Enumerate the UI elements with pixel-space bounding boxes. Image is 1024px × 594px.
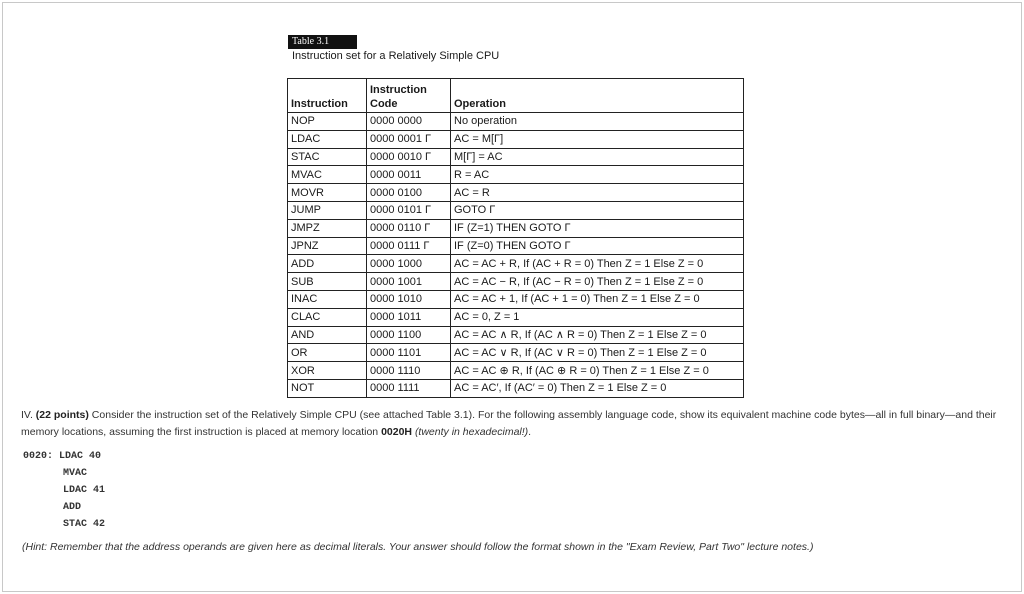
cell-instruction: SUB	[288, 273, 367, 291]
header-instruction-code	[367, 79, 451, 113]
cell-instruction-code: 0000 1111	[367, 379, 451, 397]
cell-instruction-code: 0000 0010 Γ	[367, 148, 451, 166]
cell-instruction-code: 0000 0001 Γ	[367, 130, 451, 148]
table-row	[288, 308, 744, 326]
code-instruction: STAC 42	[63, 519, 106, 530]
cell-instruction-code: 0000 0111 Γ	[367, 237, 451, 255]
cell-instruction-code: 0000 1011	[367, 308, 451, 326]
code-instruction: LDAC 40	[59, 451, 102, 462]
table-row	[288, 148, 744, 166]
code-instruction: ADD	[63, 502, 82, 513]
cell-instruction: AND	[288, 326, 367, 344]
question-number: IV.	[21, 409, 33, 421]
table-row	[288, 290, 744, 308]
question-body: Consider the instruction set of the Relatively Simple CPU (see attached Table 3.1). For the following assembly language code, show its equivalent machine code bytes—all in full binary—and their memory locations, assuming the first instruction is placed at memory location	[21, 409, 997, 438]
code-instruction: MVAC	[63, 468, 88, 479]
cell-operation: AC = AC ⊕ R, If (AC ⊕ R = 0) Then Z = 1 Else Z = 0	[451, 362, 744, 380]
header-instruction: Instruction	[288, 79, 367, 113]
table-row	[288, 166, 744, 184]
code-line	[23, 499, 105, 516]
cell-operation: AC = R	[451, 184, 744, 202]
cell-instruction: XOR	[288, 362, 367, 380]
cell-instruction-code: 0000 1100	[367, 326, 451, 344]
code-line	[23, 516, 105, 533]
cell-instruction-code: 0000 1001	[367, 273, 451, 291]
header-code-text: Instruction Code	[370, 84, 427, 110]
cell-operation: GOTO Γ	[451, 201, 744, 219]
cell-operation: AC = AC′, If (AC′ = 0) Then Z = 1 Else Z = 0	[451, 379, 744, 397]
table-row	[288, 184, 744, 202]
cell-instruction: MVAC	[288, 166, 367, 184]
cell-operation: AC = AC − R, If (AC − R = 0) Then Z = 1 Else Z = 0	[451, 273, 744, 291]
code-line	[23, 448, 105, 465]
cell-instruction-code: 0000 1110	[367, 362, 451, 380]
cell-instruction-code: 0000 0110 Γ	[367, 219, 451, 237]
cell-instruction: OR	[288, 344, 367, 362]
cell-instruction: NOP	[288, 113, 367, 131]
cell-instruction-code: 0000 0100	[367, 184, 451, 202]
cell-instruction-code: 0000 0101 Γ	[367, 201, 451, 219]
table-header-row	[288, 79, 744, 113]
question-text	[21, 407, 1017, 441]
table-row	[288, 219, 744, 237]
cell-instruction: STAC	[288, 148, 367, 166]
table-row	[288, 113, 744, 131]
table-caption: Instruction set for a Relatively Simple CPU	[292, 50, 500, 62]
header-operation: Operation	[451, 79, 744, 113]
table-row	[288, 379, 744, 397]
cell-instruction: JPNZ	[288, 237, 367, 255]
table-body	[288, 113, 744, 398]
table-row	[288, 326, 744, 344]
code-instruction: LDAC 41	[63, 485, 106, 496]
code-line	[23, 482, 105, 499]
cell-instruction-code: 0000 1010	[367, 290, 451, 308]
cell-operation: IF (Z=1) THEN GOTO Γ	[451, 219, 744, 237]
cell-instruction: LDAC	[288, 130, 367, 148]
hint-text: (Hint: Remember that the address operands are given here as decimal literals. Your answer should follow the format shown in the "Exam Review, Part Two" lecture notes.)	[22, 541, 814, 553]
cell-instruction: JUMP	[288, 201, 367, 219]
cell-instruction: INAC	[288, 290, 367, 308]
cell-operation: AC = AC + R, If (AC + R = 0) Then Z = 1 Else Z = 0	[451, 255, 744, 273]
question-points: (22 points)	[35, 409, 89, 421]
cell-operation: AC = AC ∨ R, If (AC ∨ R = 0) Then Z = 1 Else Z = 0	[451, 344, 744, 362]
table-row	[288, 273, 744, 291]
cell-operation: R = AC	[451, 166, 744, 184]
cell-operation: AC = 0, Z = 1	[451, 308, 744, 326]
question-address-note: (twenty in hexadecimal!)	[414, 426, 529, 438]
cell-instruction: NOT	[288, 379, 367, 397]
cell-instruction: CLAC	[288, 308, 367, 326]
cell-operation: No operation	[451, 113, 744, 131]
cell-operation: IF (Z=0) THEN GOTO Γ	[451, 237, 744, 255]
cell-instruction-code: 0000 0000	[367, 113, 451, 131]
assembly-code-block	[23, 448, 105, 533]
cell-instruction: ADD	[288, 255, 367, 273]
table-row	[288, 201, 744, 219]
question-end: .	[528, 426, 532, 438]
table-row	[288, 344, 744, 362]
table-row	[288, 362, 744, 380]
table-row	[288, 255, 744, 273]
code-line	[23, 465, 105, 482]
cell-operation: M[Γ] = AC	[451, 148, 744, 166]
cell-instruction-code: 0000 0011	[367, 166, 451, 184]
question-address: 0020H	[381, 426, 413, 438]
cell-instruction-code: 0000 1000	[367, 255, 451, 273]
table-row	[288, 130, 744, 148]
cell-operation: AC = AC ∧ R, If (AC ∧ R = 0) Then Z = 1 Else Z = 0	[451, 326, 744, 344]
document-frame	[2, 2, 1022, 592]
cell-operation: AC = AC + 1, If (AC + 1 = 0) Then Z = 1 Else Z = 0	[451, 290, 744, 308]
table-row	[288, 237, 744, 255]
instruction-set-table	[287, 78, 744, 398]
code-address-label: 0020:	[23, 451, 54, 462]
cell-instruction: JMPZ	[288, 219, 367, 237]
cell-instruction: MOVR	[288, 184, 367, 202]
cell-instruction-code: 0000 1101	[367, 344, 451, 362]
table-label-tag: Table 3.1	[288, 35, 357, 49]
cell-operation: AC = M[Γ]	[451, 130, 744, 148]
